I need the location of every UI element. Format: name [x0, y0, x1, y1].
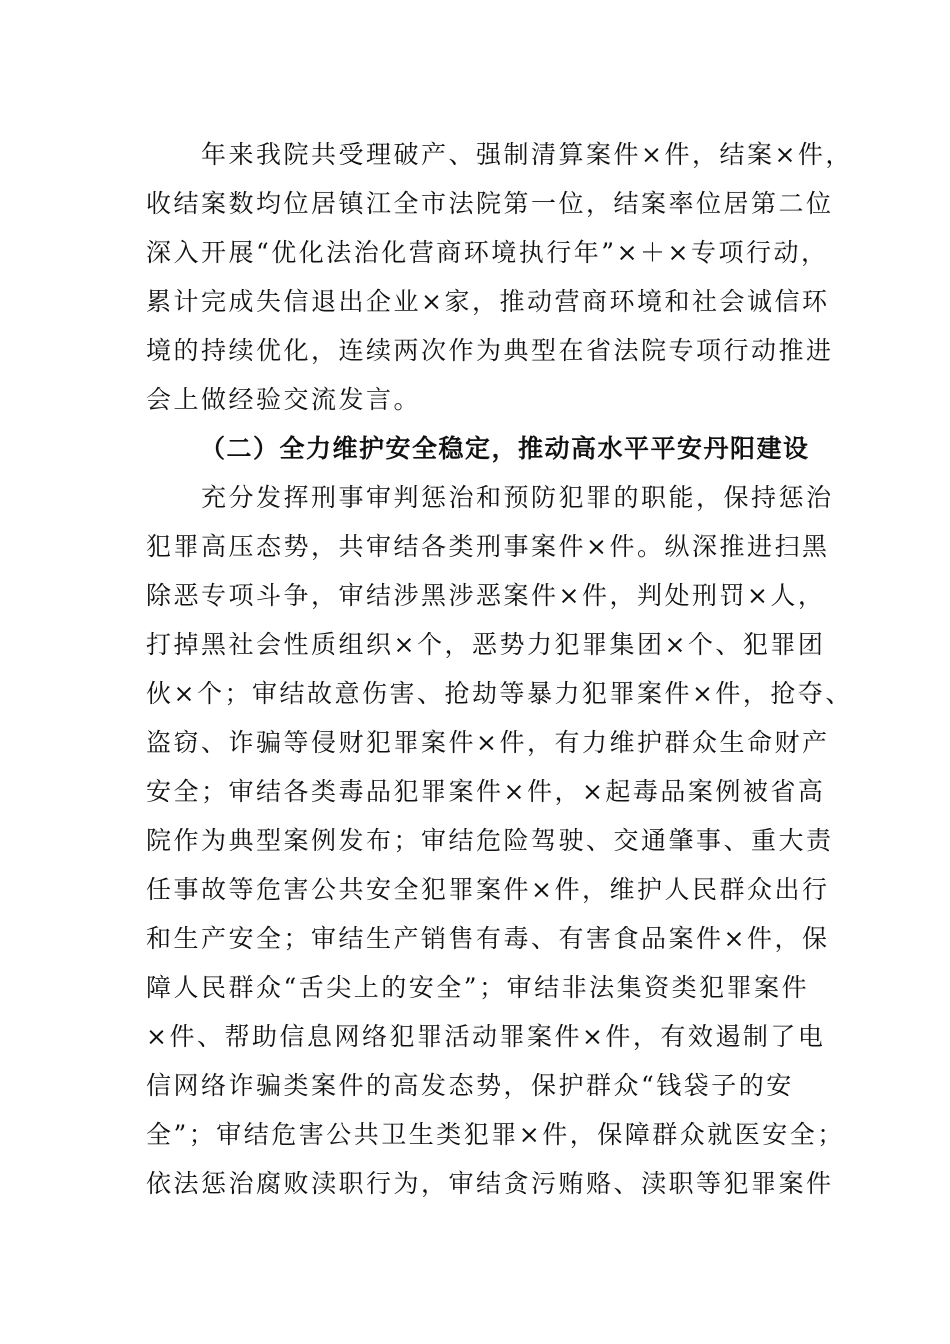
paragraph-line: 犯罪高压态势，共审结各类刑事案件×件。纵深推进扫黑: [146, 532, 830, 561]
paragraph-line: 会上做经验交流发言。: [146, 385, 422, 414]
paragraph-line: 深入开展“优化法治化营商环境执行年”×＋×专项行动，: [146, 238, 829, 267]
paragraph-line: 依法惩治腐败渎职行为，审结贪污贿赂、渎职等犯罪案件: [146, 1169, 834, 1198]
paragraph-line: 任事故等危害公共安全犯罪案件×件，维护人民群众出行: [146, 875, 830, 904]
paragraph-line: 伙×个；审结故意伤害、抢劫等暴力犯罪案件×件，抢夺、: [146, 679, 853, 708]
paragraph-line: 年来我院共受理破产、强制清算案件×件，结案×件，: [146, 140, 853, 169]
paragraph-line: 全”；审结危害公共卫生类犯罪×件，保障群众就医安全；: [146, 1120, 845, 1149]
paragraph-line: 安全；审结各类毒品犯罪案件×件，×起毒品案例被省高: [146, 777, 826, 806]
paragraph-line: 累计完成失信退出企业×家，推动营商环境和社会诚信环: [146, 287, 830, 316]
paragraph-line: ×件、帮助信息网络犯罪活动罪案件×件，有效遏制了电: [146, 1022, 826, 1051]
paragraph-line: 境的持续优化，连续两次作为典型在省法院专项行动推进: [146, 336, 834, 365]
paragraph-line: 除恶专项斗争，审结涉黑涉恶案件×件，判处刑罚×人，: [146, 581, 826, 610]
section-heading: （二）全力维护安全稳定，推动高水平平安丹阳建设: [200, 434, 810, 463]
paragraph-line: 盗窃、诈骗等侵财犯罪案件×件，有力维护群众生命财产: [146, 728, 830, 757]
section-two: [146, 424, 853, 1208]
paragraph-line: 信网络诈骗类案件的高发态势，保护群众“钱袋子的安: [146, 1071, 794, 1100]
paragraph-line: 和生产安全；审结生产销售有毒、有害食品案件×件，保: [146, 924, 830, 953]
paragraph-line: 充分发挥刑事审判惩治和预防犯罪的职能，保持惩治: [146, 483, 834, 512]
paragraph-line: 收结案数均位居镇江全市法院第一位，结案率位居第二位: [146, 189, 834, 218]
paragraph-line: 障人民群众“舌尖上的安全”；审结非法集资类犯罪案件: [146, 973, 810, 1002]
paragraph-line: 院作为典型案例发布；审结危险驾驶、交通肇事、重大责: [146, 826, 834, 855]
paragraph-line: 打掉黑社会性质组织×个，恶势力犯罪集团×个、犯罪团: [146, 630, 826, 659]
paragraph-bankruptcy-cases: [146, 130, 853, 424]
